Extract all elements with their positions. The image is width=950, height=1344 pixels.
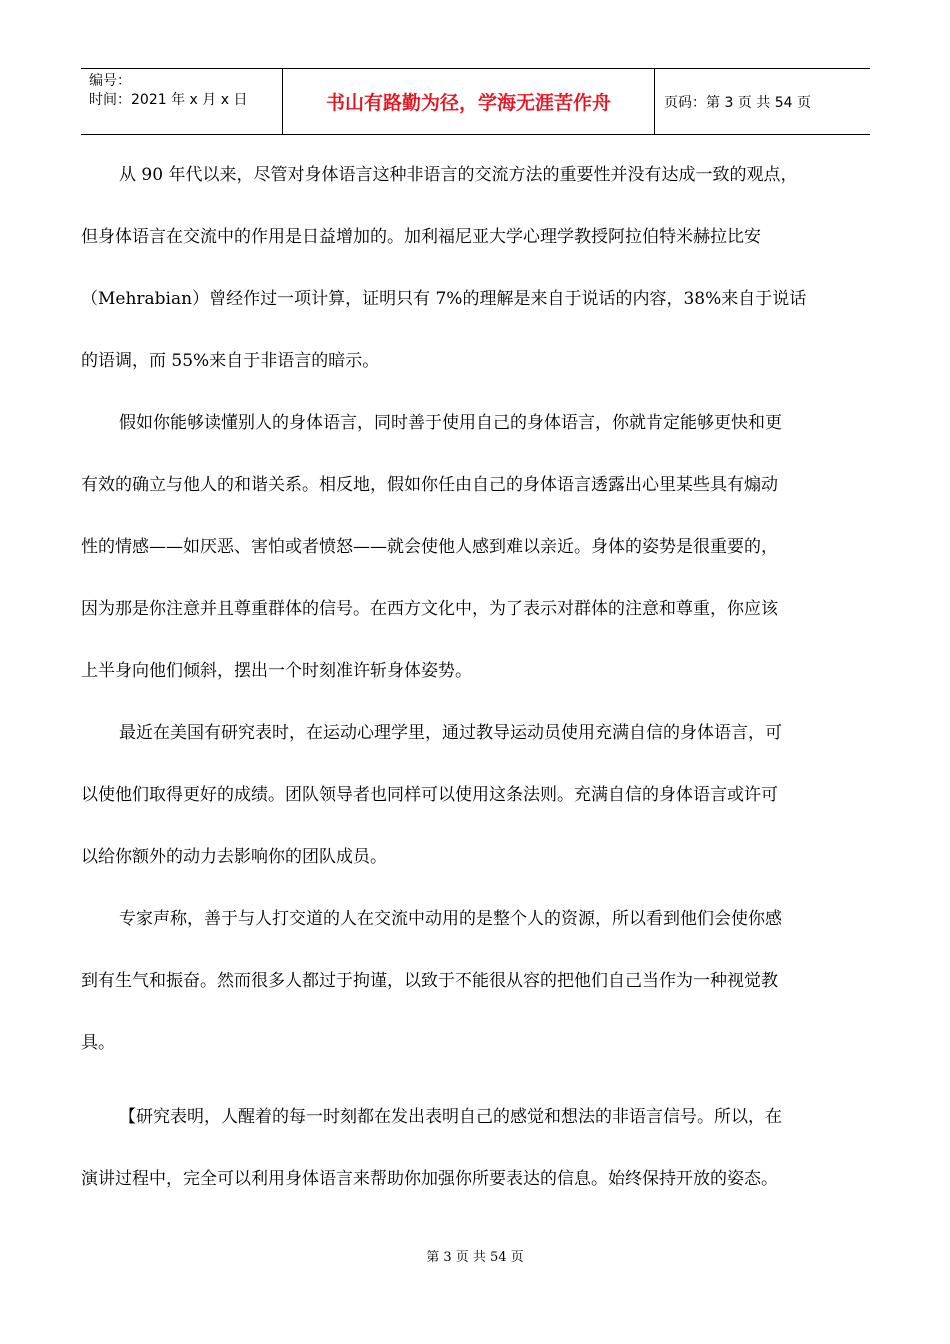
- paragraph-line: 演讲过程中，完全可以利用身体语言来帮助你加强你所要表达的信息。始终保持开放的姿态。: [81, 1169, 778, 1189]
- paragraph: [81, 718, 870, 904]
- paragraph-line: 假如你能够读懂别人的身体语言，同时善于使用自己的身体语言，你就肯定能够更快和更: [119, 413, 782, 433]
- paragraph-line: 以给你额外的动力去影响你的团队成员。: [81, 847, 387, 867]
- paragraph-line: 具。: [81, 1033, 115, 1053]
- document-header: [81, 68, 870, 135]
- paragraph-line: 有效的确立与他人的和谐关系。相反地，假如你任由自己的身体语言透露出心里某些具有煽动: [81, 475, 778, 495]
- date-label: 时间：2021 年 x 月 x 日: [89, 92, 248, 108]
- paragraph-line: 从 90 年代以来，尽管对身体语言这种非语言的交流方法的重要性并没有达成一致的观点，: [119, 165, 798, 185]
- paragraph-line: 上半身向他们倾斜，摆出一个时刻准许斩身体姿势。: [81, 661, 472, 681]
- paragraph: [81, 1102, 870, 1226]
- paragraph-line: 最近在美国有研究表时，在运动心理学里，通过教导运动员使用充满自信的身体语言，可: [119, 723, 782, 743]
- paragraph-line: 专家声称，善于与人打交道的人在交流中动用的是整个人的资源，所以看到他们会使你感: [119, 909, 782, 929]
- paragraph-line: 因为那是你注意并且尊重群体的信号。在西方文化中，为了表示对群体的注意和尊重，你应该: [81, 599, 778, 619]
- header-meta: [81, 69, 282, 134]
- paragraph-line: 以使他们取得更好的成绩。团队领导者也同样可以使用这条法则。充满自信的身体语言或许可: [81, 785, 778, 805]
- paragraph-line: 【研究表明，人醒着的每一时刻都在发出表明自己的感觉和想法的非语言信号。所以，在: [119, 1107, 782, 1127]
- paragraph-line: （Mehrabian）曾经作过一项计算，证明只有 7%的理解是来自于说话的内容，38%来自于说话: [81, 289, 807, 309]
- number-label: 编号：: [89, 73, 131, 89]
- paragraph-line: 到有生气和振奋。然而很多人都过于拘谨，以致于不能很从容的把他们自己当作为一种视觉教: [81, 971, 778, 991]
- paragraph-line: 性的情感——如厌恶、害怕或者愤怒——就会使他人感到难以亲近。身体的姿势是很重要的，: [81, 537, 778, 557]
- page-footer: 第 3 页 共 54 页: [426, 1250, 524, 1265]
- paragraph: [81, 160, 870, 408]
- paragraph-line: 但身体语言在交流中的作用是日益增加的。加利福尼亚大学心理学教授阿拉伯特米赫拉比安: [81, 227, 761, 247]
- header-motto: 书山有路勤为径，学海无涯苦作舟: [282, 69, 655, 134]
- document-body: [81, 160, 870, 1226]
- paragraph: [81, 904, 870, 1090]
- paragraph: [81, 408, 870, 718]
- header-page-info: 页码：第 3 页 共 54 页: [664, 94, 811, 111]
- paragraph-line: 的语调，而 55%来自于非语言的暗示。: [81, 351, 380, 371]
